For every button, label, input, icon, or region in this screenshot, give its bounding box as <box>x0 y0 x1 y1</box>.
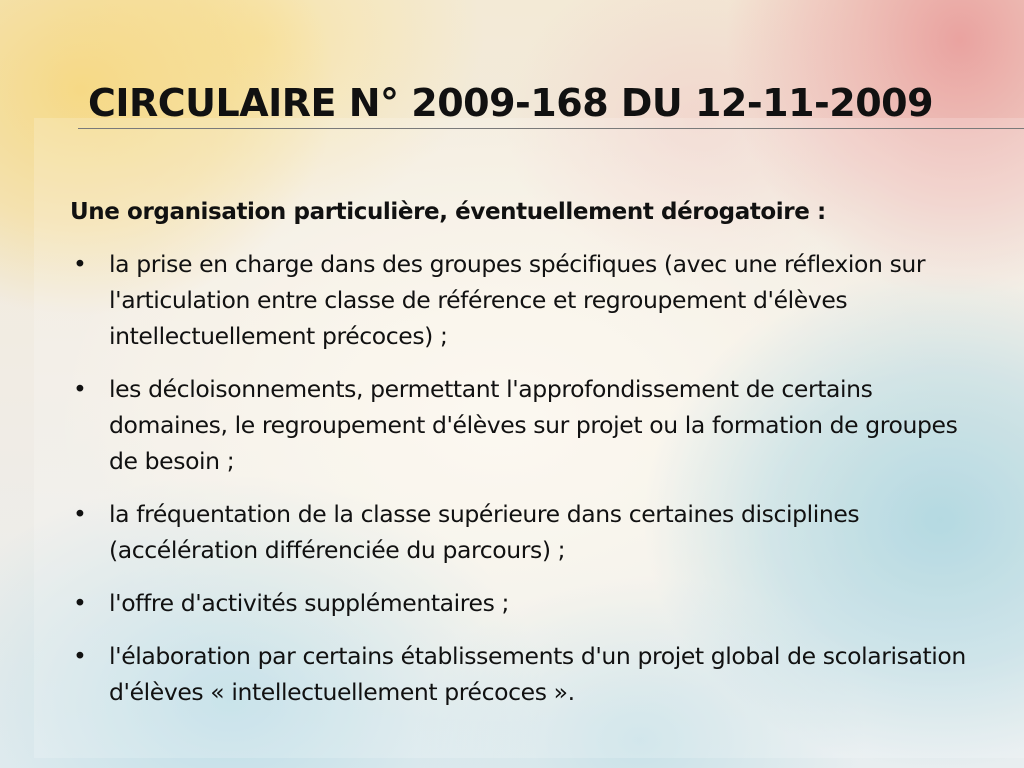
bullet-icon: • <box>73 375 87 403</box>
bullet-icon: • <box>73 500 87 528</box>
list-item <box>70 371 990 479</box>
list-item <box>70 496 990 568</box>
slide-body <box>70 194 990 727</box>
bullet-icon: • <box>73 250 87 278</box>
list-item-text: la prise en charge dans des groupes spécifiques (avec une réflexion sur l'articulation entre classe de référence et regroupement d'élèves intellectuellement précoces) ; <box>109 250 926 350</box>
list-item <box>70 246 990 354</box>
bullet-icon: • <box>73 642 87 670</box>
list-item-text: la fréquentation de la classe supérieure dans certaines disciplines (accélération différenciée du parcours) ; <box>109 500 860 564</box>
title-divider <box>78 128 1024 129</box>
list-item <box>70 585 990 621</box>
list-item <box>70 638 990 710</box>
list-item-text: l'offre d'activités supplémentaires ; <box>109 589 510 617</box>
list-item-text: les décloisonnements, permettant l'approfondissement de certains domaines, le regroupement d'élèves sur projet ou la formation de groupes de besoin ; <box>109 375 958 475</box>
slide-title: CIRCULAIRE N° 2009-168 DU 12-11-2009 <box>88 81 934 125</box>
bullet-icon: • <box>73 589 87 617</box>
lead-heading: Une organisation particulière, éventuellement dérogatoire : <box>70 199 826 225</box>
bullet-list <box>70 246 990 710</box>
list-item-text: l'élaboration par certains établissements d'un projet global de scolarisation d'élèves « intellectuellement précoces ». <box>109 642 966 706</box>
